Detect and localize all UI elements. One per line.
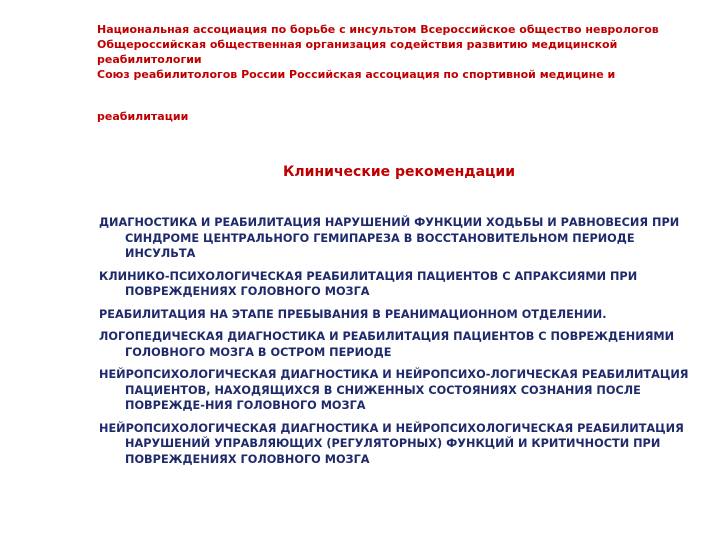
guideline-item: НЕЙРОПСИХОЛОГИЧЕСКАЯ ДИАГНОСТИКА И НЕЙРОПСИХОЛОГИЧЕСКАЯ РЕАБИЛИТАЦИЯ НАРУШЕНИЙ УПРАВЛЯЮЩИХ (РЕГУЛЯТОРНЫХ) ФУНКЦИЙ И КРИТИЧНОСТИ ПРИ ПОВРЕЖДЕНИЯХ ГОЛОВНОГО МОЗГА [99,421,684,466]
guidelines-list [99,215,699,474]
organizations-header [97,22,677,82]
organization-line: Союз реабилитологов России Российская ассоциация по спортивной медицине и [97,68,616,81]
organization-line-tail: реабилитации [97,110,189,123]
organization-line: Национальная ассоциация по борьбе с инсультом Всероссийское общество неврологов [97,23,659,36]
organization-line: реабилитологии [97,53,202,66]
guideline-item: ЛОГОПЕДИЧЕСКАЯ ДИАГНОСТИКА И РЕАБИЛИТАЦИЯ ПАЦИЕНТОВ С ПОВРЕЖДЕНИЯМИ ГОЛОВНОГО МОЗГА В ОСТРОМ ПЕРИОДЕ [99,330,675,359]
guideline-item: РЕАБИЛИТАЦИЯ НА ЭТАПЕ ПРЕБЫВАНИЯ В РЕАНИМАЦИОННОМ ОТДЕЛЕНИИ. [99,307,607,321]
guideline-item: ДИАГНОСТИКА И РЕАБИЛИТАЦИЯ НАРУШЕНИЙ ФУНКЦИИ ХОДЬБЫ И РАВНОВЕСИЯ ПРИ СИНДРОМЕ ЦЕНТРАЛЬНОГО ГЕМИПАРЕЗА В ВОССТАНОВИТЕЛЬНОМ ПЕРИОДЕ ИНСУЛЬТА [99,216,680,260]
guideline-item: КЛИНИКО-ПСИХОЛОГИЧЕСКАЯ РЕАБИЛИТАЦИЯ ПАЦИЕНТОВ С АПРАКСИЯМИ ПРИ ПОВРЕЖДЕНИЯХ ГОЛОВНОГО МОЗГА [99,269,638,298]
document-title: Клинические рекомендации [282,164,516,180]
organization-line: Общероссийская общественная организация содействия развитию медицинской [97,38,618,51]
guideline-item: НЕЙРОПСИХОЛОГИЧЕСКАЯ ДИАГНОСТИКА И НЕЙРОПСИХО-ЛОГИЧЕСКАЯ РЕАБИЛИТАЦИЯ ПАЦИЕНТОВ, НАХОДЯЩИХСЯ В СНИЖЕННЫХ СОСТОЯНИЯХ СОЗНАНИЯ ПОСЛЕ ПОВРЕЖДЕ-НИЯ ГОЛОВНОГО МОЗГА [99,368,689,412]
